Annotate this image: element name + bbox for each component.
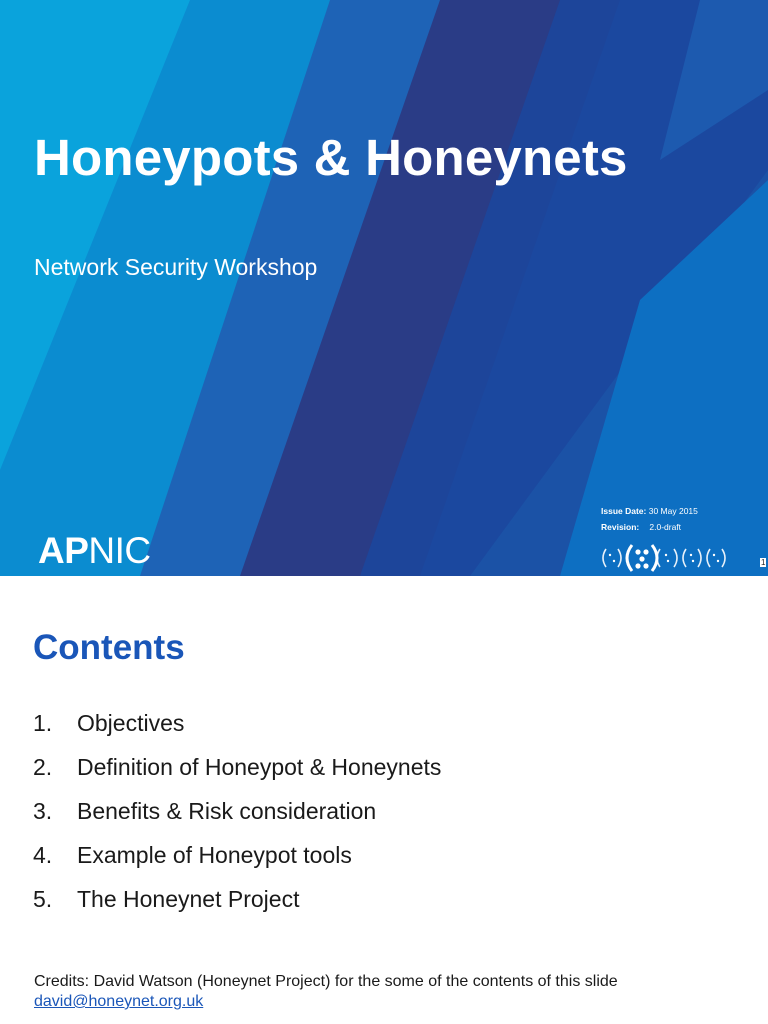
- list-item-number: 4.: [33, 842, 53, 868]
- logo-nic: NIC: [88, 530, 151, 571]
- issue-date-value: 30 May 2015: [648, 506, 698, 516]
- list-item-label: Definition of Honeypot & Honeynets: [77, 754, 442, 780]
- slide-subtitle: Network Security Workshop: [34, 254, 318, 280]
- list-item: [33, 710, 441, 754]
- dotted-ornament-icon: [598, 541, 734, 575]
- email-link[interactable]: david@honeynet.org.uk: [34, 993, 204, 1010]
- list-item-number: 5.: [33, 886, 53, 912]
- issue-date-label: Issue Date:: [601, 506, 647, 516]
- list-item: [33, 886, 441, 930]
- credits-text: Credits: David Watson (Honeynet Project) for the some of the contents of this slide: [34, 973, 618, 990]
- contents-heading: Contents: [33, 628, 185, 667]
- list-item-number: 3.: [33, 798, 53, 824]
- slide-title: Honeypots & Honeynets: [34, 129, 628, 186]
- apnic-logo: [38, 532, 151, 569]
- list-item-label: Objectives: [77, 710, 185, 736]
- logo-ap: AP: [38, 530, 89, 571]
- list-item-label: Benefits & Risk consideration: [77, 798, 377, 824]
- contents-list: [33, 710, 441, 930]
- contents-slide: [0, 576, 768, 1024]
- list-item-number: 1.: [33, 710, 53, 736]
- list-item-label: Example of Honeypot tools: [77, 842, 352, 868]
- revision: [601, 522, 681, 532]
- page-number: 1: [761, 558, 766, 567]
- list-item: [33, 754, 441, 798]
- list-item: [33, 798, 441, 842]
- revision-value: 2.0-draft: [649, 522, 682, 532]
- list-item-label: The Honeynet Project: [77, 886, 300, 912]
- list-item-number: 2.: [33, 754, 53, 780]
- list-item: [33, 842, 441, 886]
- revision-label: Revision:: [601, 522, 640, 532]
- issue-date: [601, 506, 698, 516]
